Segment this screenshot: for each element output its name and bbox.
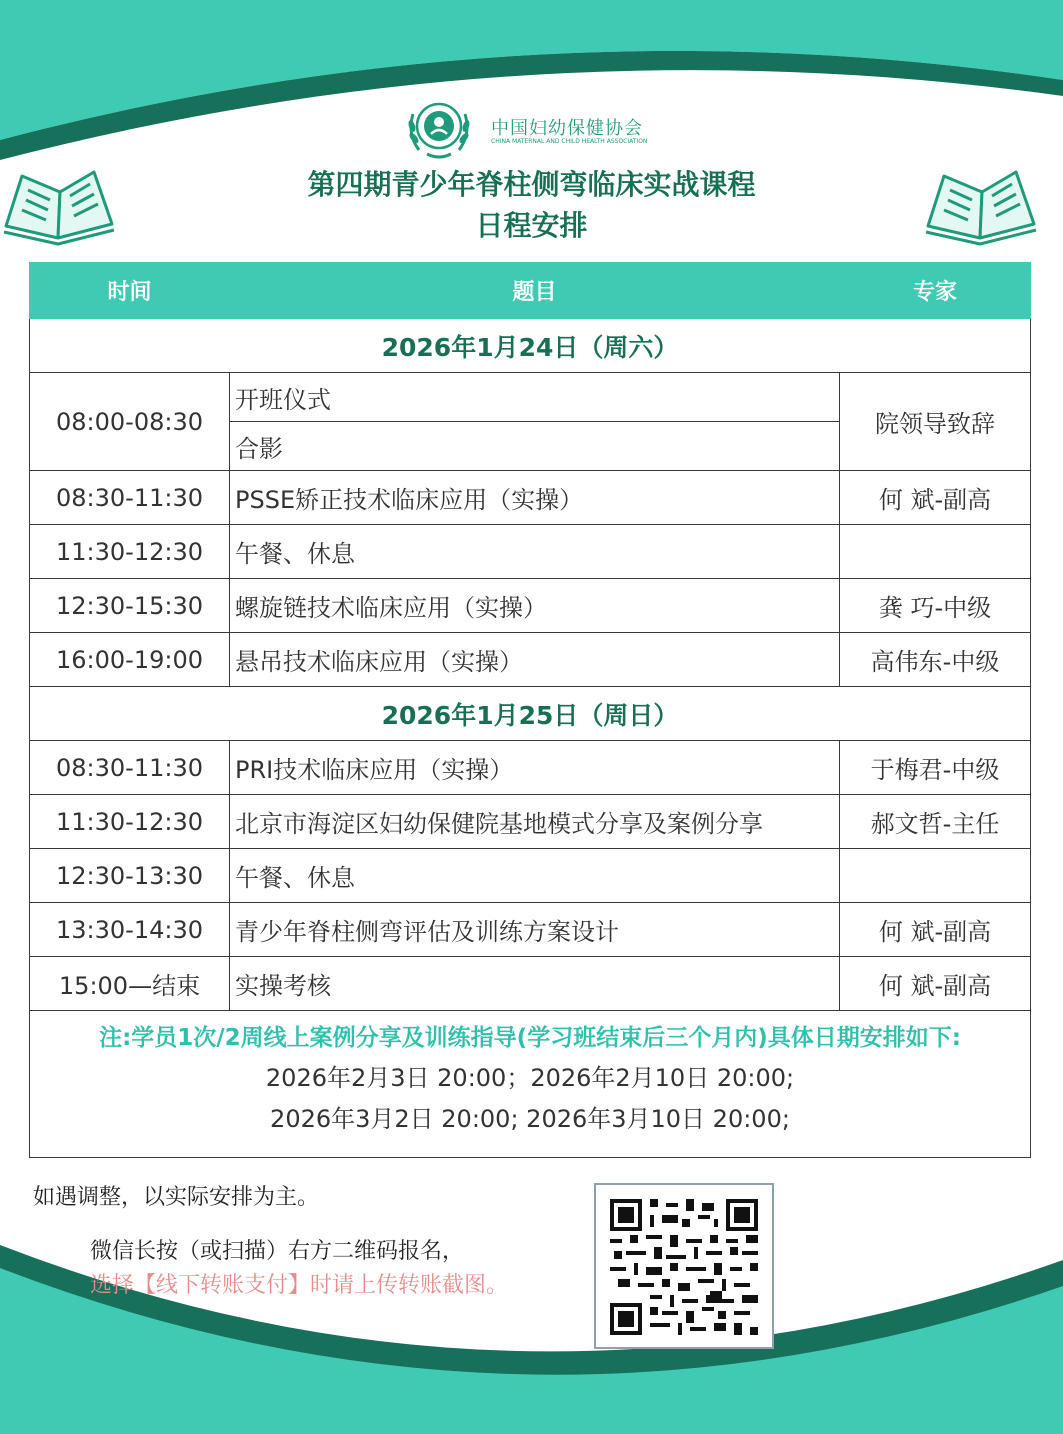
topic-cell: 午餐、休息 [230,849,840,903]
topic-cell: PSSE矫正技术临床应用（实操） [230,471,840,525]
expert-cell [840,525,1031,579]
topic-cell: 合影 [230,422,840,471]
column-header-time: 时间 [30,263,230,319]
column-header-topic: 题目 [230,263,840,319]
expert-cell: 于梅君-中级 [840,741,1031,795]
topic-cell: 开班仪式 [230,373,840,422]
time-cell: 12:30-13:30 [30,849,230,903]
table-row [30,903,1031,957]
table-row [30,579,1031,633]
qr-code-icon [610,1199,758,1335]
time-cell: 12:30-15:30 [30,579,230,633]
expert-cell: 何 斌-副高 [840,903,1031,957]
notes-date-line: 2026年2月3日 20:00；2026年2月10日 20:00; [265,1064,795,1092]
time-cell: 15:00—结束 [30,957,230,1011]
expert-cell: 何 斌-副高 [840,957,1031,1011]
page-title: 第四期青少年脊柱侧弯临床实战课程 [307,168,756,201]
topic-cell: 螺旋链技术临床应用（实操） [230,579,840,633]
notes-date-line: 2026年3月2日 20:00; 2026年3月10日 20:00; [270,1105,790,1133]
time-cell: 08:30-11:30 [30,741,230,795]
time-cell: 08:00-08:30 [30,373,230,471]
emblem-icon [405,96,473,162]
topic-cell: PRI技术临床应用（实操） [230,741,840,795]
table-row [30,633,1031,687]
expert-cell: 龚 巧-中级 [840,579,1031,633]
table-row [30,373,1031,422]
expert-cell: 院领导致辞 [840,373,1031,471]
date-row [30,319,1031,373]
org-name-en: CHINA MATERNAL AND CHILD HEALTH ASSOCIATION [491,138,648,145]
notes-row [30,1011,1031,1158]
time-cell: 16:00-19:00 [30,633,230,687]
expert-cell: 郝文哲-主任 [840,795,1031,849]
time-cell: 11:30-12:30 [30,795,230,849]
time-cell: 11:30-12:30 [30,525,230,579]
topic-cell: 青少年脊柱侧弯评估及训练方案设计 [230,903,840,957]
expert-cell [840,849,1031,903]
wechat-instruction: 微信长按（或扫描）右方二维码报名， [90,1239,465,1264]
topic-cell: 北京市海淀区妇幼保健院基地模式分享及案例分享 [230,795,840,849]
topic-cell: 悬吊技术临床应用（实操） [230,633,840,687]
date-heading-day2: 2026年1月25日（周日） [30,687,1031,741]
notes-heading: 注:学员1次/2周线上案例分享及训练指导(学习班结束后三个月内)具体日期安排如下: [99,1025,961,1051]
table-row [30,957,1031,1011]
table-row [30,795,1031,849]
expert-cell: 何 斌-副高 [840,471,1031,525]
topic-cell: 实操考核 [230,957,840,1011]
qr-code[interactable] [594,1183,774,1349]
topic-cell: 午餐、休息 [230,525,840,579]
table-header-row [30,263,1031,319]
association-logo [405,96,655,162]
adjustment-note: 如遇调整，以实际安排为主。 [33,1185,320,1210]
table-row [30,525,1031,579]
table-row [30,741,1031,795]
expert-cell: 高伟东-中级 [840,633,1031,687]
schedule-table [29,262,1031,1158]
transfer-instruction: 选择【线下转账支付】时请上传转账截图。 [90,1273,509,1298]
table-row [30,849,1031,903]
time-cell: 08:30-11:30 [30,471,230,525]
date-row [30,687,1031,741]
date-heading-day1: 2026年1月24日（周六） [30,319,1031,373]
table-row [30,471,1031,525]
org-name-cn: 中国妇幼保健协会 [491,118,643,139]
column-header-expert: 专家 [840,263,1031,319]
page-subtitle: 日程安排 [475,209,588,242]
notes-cell [30,1011,1031,1158]
time-cell: 13:30-14:30 [30,903,230,957]
